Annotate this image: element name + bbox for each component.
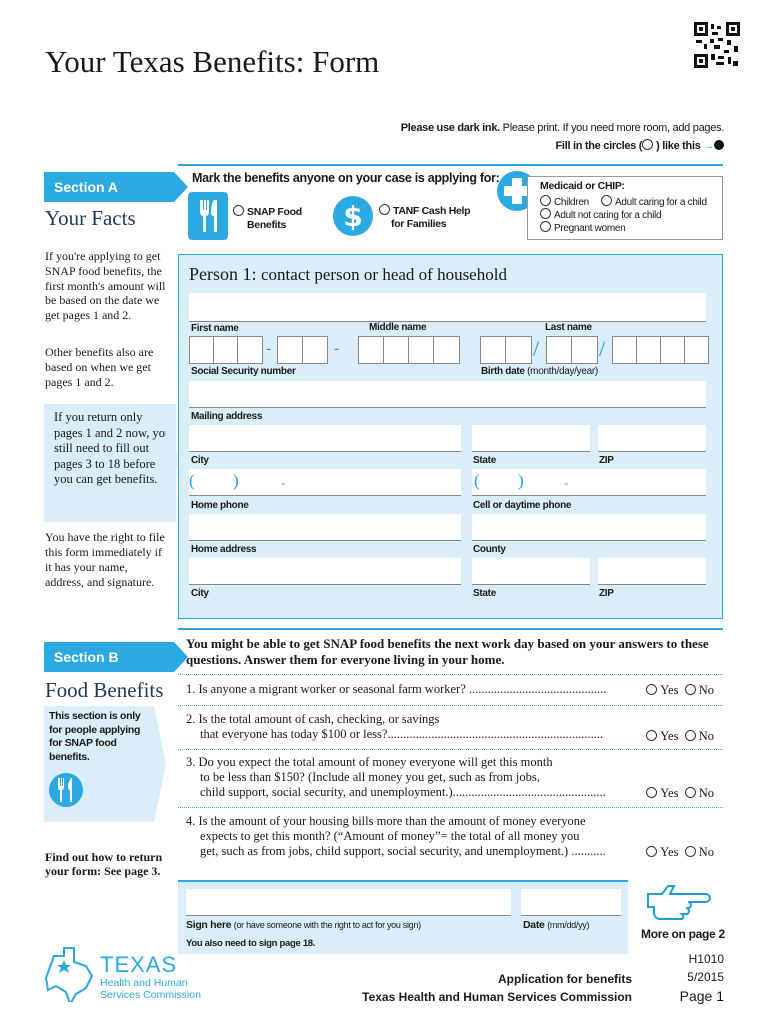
- snap-checkbox[interactable]: [233, 205, 244, 216]
- date-slash-icon: /: [533, 336, 540, 361]
- agency-name: Texas Health and Human Services Commission: [362, 990, 632, 1004]
- section-a-paragraph-1: If you're applying to get SNAP food benefits, the first month's amount will be based on the date we get pages 1 and 2.: [45, 249, 166, 323]
- q3-yes-no[interactable]: Yes No: [646, 786, 714, 801]
- adult-caring-checkbox[interactable]: [601, 195, 612, 206]
- section-b-heading: Food Benefits: [45, 678, 164, 702]
- state-label: State: [473, 455, 496, 466]
- q4-yes[interactable]: [646, 846, 657, 857]
- section-b-tab: Section B: [44, 642, 174, 672]
- cell-phone-field[interactable]: ( ) -: [472, 469, 706, 496]
- name-field[interactable]: [189, 293, 706, 322]
- section-a-heading: Your Facts: [45, 206, 136, 230]
- mailing-address-label: Mailing address: [191, 411, 263, 422]
- divider: [178, 705, 723, 706]
- medicaid-children[interactable]: Children: [540, 195, 589, 208]
- application-title: Application for benefits: [497, 972, 632, 986]
- question-4: 4. Is the amount of your housing bills more than the amount of money everyone expects to get this month? (“Amount of money”= the total of all money you get, such as from jobs, child support, social security, and unemployment.) ........... Yes No: [186, 814, 714, 859]
- date-field[interactable]: [521, 889, 621, 916]
- callout-arrow-icon: [166, 404, 178, 516]
- ssn-input[interactable]: - -: [189, 336, 357, 364]
- medicaid-adult-not-caring[interactable]: Adult not caring for a child: [540, 208, 661, 221]
- home-phone-label: Home phone: [191, 500, 249, 511]
- question-2: 2. Is the total amount of cash, checking, or savings that everyone has today $100 or less?..................................................................... Yes No: [186, 712, 714, 743]
- benefits-heading: Mark the benefits anyone on your case is applying for:: [192, 171, 500, 185]
- home-address-label: Home address: [191, 544, 257, 555]
- q3-no[interactable]: [685, 787, 696, 798]
- county-label: County: [473, 544, 506, 555]
- children-checkbox[interactable]: [540, 195, 551, 206]
- date-label: Date (mm/dd/yy): [523, 919, 590, 931]
- county-field[interactable]: [472, 514, 706, 541]
- city-field[interactable]: [189, 425, 461, 452]
- fork-knife-icon-b: [48, 770, 84, 810]
- question-3: 3. Do you expect the total amount of money everyone will get this month to be less than $150? (Include all money you get, such as from jobs, child support, social security, and unemployment.)................................................. Yes No: [186, 755, 714, 800]
- q4-no[interactable]: [685, 846, 696, 857]
- zip2-field[interactable]: [598, 558, 706, 585]
- q2-yes-no[interactable]: Yes No: [646, 729, 714, 744]
- section-b-note: This section is only for people applying for SNAP food benefits.: [49, 710, 141, 763]
- divider: [178, 807, 723, 808]
- birth-month[interactable]: [480, 336, 532, 364]
- page-number: Page 1: [679, 988, 724, 1004]
- q4-yes-no[interactable]: Yes No: [646, 845, 714, 860]
- section-a-paragraph-3: You have the right to file this form immediately if it has your name, address, and signature.: [45, 530, 165, 589]
- instructions-line1: Please use dark ink. Please print. If you need more room, add pages.: [400, 122, 724, 134]
- find-out-text: Find out how to return your form: See page 3.: [45, 850, 163, 878]
- city2-label: City: [191, 588, 209, 599]
- revision-date: 5/2015: [687, 970, 724, 984]
- section-b-intro: You might be able to get SNAP food benefits the next work day based on your answers to these questions. Answer them for everyone living in your home.: [186, 636, 709, 667]
- empty-circle-icon: [642, 139, 653, 150]
- more-on-page-2: More on page 2: [641, 927, 725, 941]
- q1-no[interactable]: [685, 684, 696, 695]
- q3-yes[interactable]: [646, 787, 657, 798]
- sign-here-label: Sign here (or have someone with the right to act for you sign): [186, 919, 421, 931]
- birth-date-label: Birth date (month/day/year): [481, 366, 598, 377]
- q1-yes[interactable]: [646, 684, 657, 695]
- middle-name-label: Middle name: [369, 322, 427, 333]
- logo-line2: Services Commission: [100, 989, 201, 1001]
- form-number: H1010: [688, 952, 724, 966]
- city2-field[interactable]: [189, 558, 461, 585]
- q2-yes[interactable]: [646, 730, 657, 741]
- logo-line1: Health and Human: [100, 977, 188, 989]
- home-phone-field[interactable]: ( ) -: [189, 469, 461, 496]
- tanf-option[interactable]: TANF Cash Help for Families: [379, 204, 470, 231]
- city-label: City: [191, 455, 209, 466]
- zip-label: ZIP: [599, 455, 614, 466]
- birth-year[interactable]: [612, 336, 709, 364]
- first-name-label: First name: [191, 323, 239, 334]
- tanf-checkbox[interactable]: [379, 204, 390, 215]
- arrow-filled-circle-icon: →: [703, 140, 714, 152]
- state2-field[interactable]: [472, 558, 590, 585]
- qr-code-icon: [694, 22, 740, 68]
- medicaid-pregnant[interactable]: Pregnant women: [540, 221, 625, 234]
- instructions-line2: Fill in the circles ( ) like this →: [556, 139, 724, 152]
- question-1: 1. Is anyone a migrant worker or seasonal farm worker? ............................................ Yes No: [186, 682, 714, 697]
- divider: [178, 674, 723, 675]
- birth-day[interactable]: [546, 336, 598, 364]
- pointing-hand-icon: [644, 880, 714, 920]
- cell-phone-label: Cell or daytime phone: [473, 500, 572, 511]
- zip-field[interactable]: [598, 425, 706, 452]
- logo-texas: TEXAS: [100, 952, 178, 977]
- section-a-paragraph-2: Other benefits also are based on when we get pages 1 and 2.: [45, 345, 154, 389]
- home-address-field[interactable]: [189, 514, 461, 541]
- section-a-callout: If you return only pages 1 and 2 now, you still need to fill out pages 3 to 18 before you can get benefits.: [44, 404, 176, 522]
- ssn-label: Social Security number: [191, 366, 296, 377]
- ssn-last-four[interactable]: [358, 336, 460, 364]
- fork-knife-icon: [188, 192, 228, 240]
- q1-yes-no[interactable]: Yes No: [646, 683, 714, 698]
- texas-star-logo-icon: [44, 946, 96, 1002]
- section-a-tab: Section A: [44, 172, 174, 202]
- medicaid-title: Medicaid or CHIP:: [540, 180, 625, 192]
- person1-heading: Person 1: contact person or head of household: [189, 264, 507, 284]
- zip2-label: ZIP: [599, 588, 614, 599]
- also-sign-note: You also need to sign page 18.: [186, 938, 316, 949]
- svg-text:$: $: [343, 200, 363, 233]
- last-name-label: Last name: [545, 322, 592, 333]
- snap-option[interactable]: SNAP Food Benefits: [233, 205, 302, 232]
- dollar-icon: [332, 193, 374, 239]
- mailing-address-field[interactable]: [189, 381, 706, 408]
- adult-not-caring-checkbox[interactable]: [540, 208, 551, 219]
- q2-no[interactable]: [685, 730, 696, 741]
- signature-field[interactable]: [186, 889, 511, 916]
- page-title: Your Texas Benefits: Form: [45, 44, 380, 79]
- state2-label: State: [473, 588, 496, 599]
- medicaid-adult-caring[interactable]: Adult caring for a child: [601, 195, 707, 208]
- pregnant-checkbox[interactable]: [540, 221, 551, 232]
- note-arrow-icon: [154, 706, 166, 822]
- state-field[interactable]: [472, 425, 590, 452]
- date-slash-icon-2: /: [599, 336, 606, 361]
- divider: [178, 749, 723, 750]
